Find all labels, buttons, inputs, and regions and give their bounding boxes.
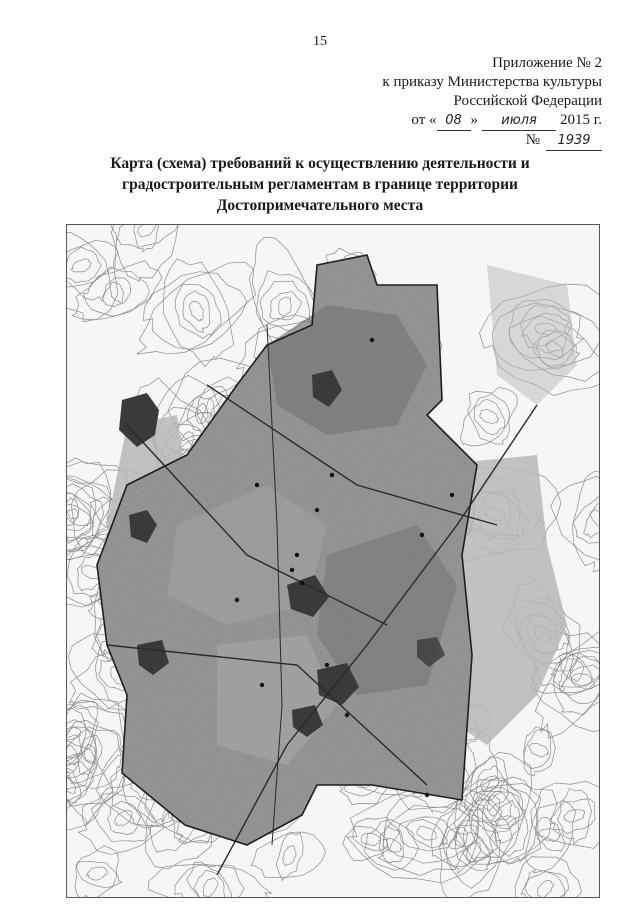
appendix-header [382, 54, 602, 151]
date-mid: » [470, 112, 479, 128]
number-prefix: № [525, 132, 540, 148]
date-year: 2015 г. [560, 112, 602, 128]
date-prefix: от « [411, 112, 437, 128]
appendix-title: Приложение № 2 [492, 55, 602, 71]
date-month-handwritten: июля [482, 111, 556, 131]
number-handwritten: 1939 [546, 131, 602, 151]
page-number: 15 [313, 34, 327, 49]
title-line-1: Карта (схема) требований к осуществлению деятельности и [110, 155, 530, 172]
appendix-ministry: Российской Федерации [453, 93, 602, 109]
title-line-3: Достопримечательного места [216, 197, 424, 214]
date-day-handwritten: 08 [437, 111, 471, 131]
document-title [60, 153, 580, 216]
title-line-2: градостроительным регламентам в границе территории [122, 176, 518, 193]
map-svg [67, 225, 599, 897]
appendix-order-ref: к приказу Министерства культуры [382, 74, 602, 90]
appendix-date-line [382, 111, 602, 131]
map-scheme [66, 224, 600, 898]
appendix-number-line [382, 131, 602, 151]
